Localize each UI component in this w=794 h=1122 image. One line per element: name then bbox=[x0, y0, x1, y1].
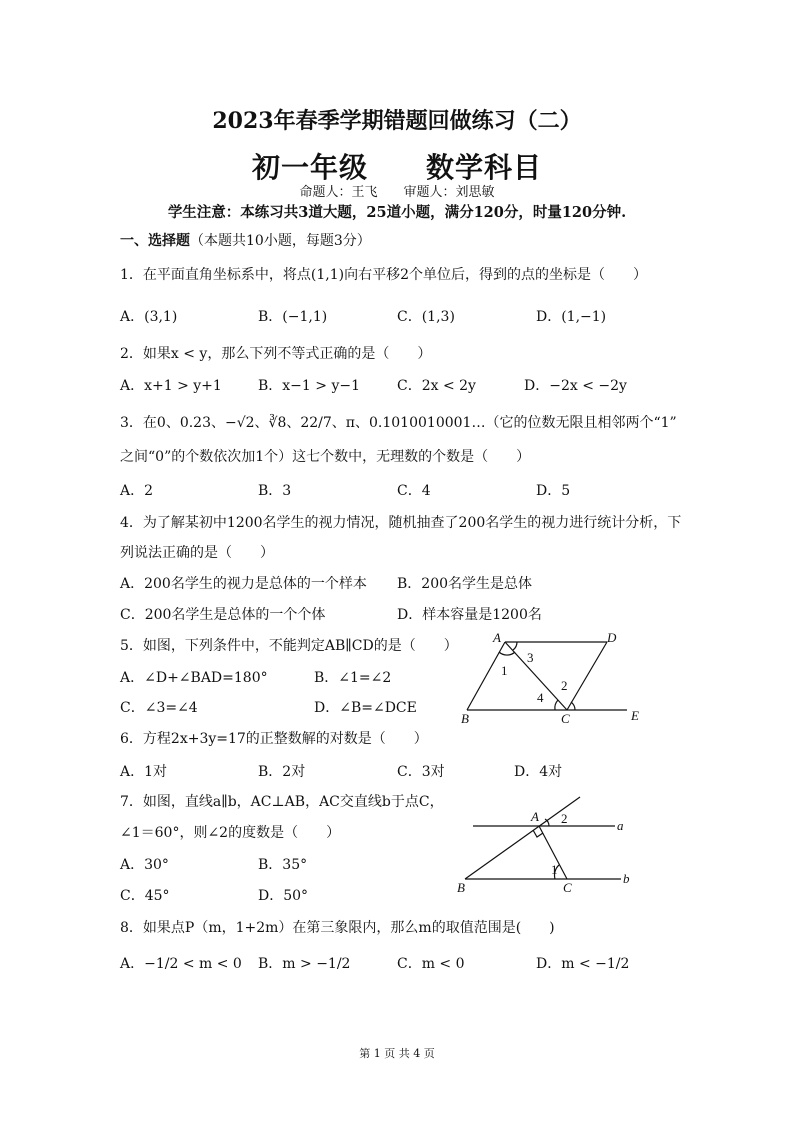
authors-line: 命题人：王飞 审题人：刘思敏 bbox=[299, 185, 495, 200]
q3-option-b: B．3 bbox=[258, 483, 292, 499]
line-ab-transversal bbox=[465, 797, 580, 879]
question-5: 5．如图，下列条件中，不能判定AB∥CD的是（ ） bbox=[120, 638, 458, 654]
q2-option-c: C．2x < 2y bbox=[397, 378, 476, 394]
fig1-label-c: C bbox=[561, 711, 570, 725]
figure-parallelogram bbox=[455, 630, 655, 725]
fig2-label-a-point: A bbox=[531, 809, 539, 824]
question-2: 2．如果x < y，那么下列不等式正确的是（ ） bbox=[120, 346, 432, 362]
q1-option-c: C．(1,3) bbox=[397, 309, 455, 325]
q2-option-b: B．x−1 > y−1 bbox=[258, 378, 360, 394]
question-7-line-2: ∠1＝60°，则∠2的度数是（ ） bbox=[120, 825, 341, 841]
fig2-label-1: 1 bbox=[551, 862, 558, 877]
q3-option-a: A．2 bbox=[120, 483, 154, 499]
page-footer: 第 1 页 共 4 页 bbox=[359, 1047, 435, 1060]
fig2-label-line-a: a bbox=[617, 818, 624, 833]
q1-option-d: D．(1,−1) bbox=[536, 309, 607, 325]
question-1: 1．在平面直角坐标系中，将点(1,1)向右平移2个单位后，得到的点的坐标是（ ） bbox=[120, 267, 648, 283]
fig1-label-b: B bbox=[461, 711, 469, 725]
question-6: 6．方程2x+3y=17的正整数解的对数是（ ） bbox=[120, 731, 428, 747]
question-4-line-1: 4．为了解某初中1200名学生的视力情况，随机抽查了200名学生的视力进行统计分析，下 bbox=[120, 515, 682, 531]
fig2-label-b-point: B bbox=[457, 880, 465, 895]
q7-option-d: D．50° bbox=[258, 888, 309, 904]
section-label: 一、选择题 bbox=[120, 233, 190, 249]
q2-option-d: D．−2x < −2y bbox=[524, 378, 627, 394]
q5-option-b: B．∠1=∠2 bbox=[314, 670, 392, 686]
question-4-line-2: 列说法正确的是（ ） bbox=[120, 545, 274, 561]
q8-option-c: C．m < 0 bbox=[397, 956, 465, 972]
fig2-label-line-b: b bbox=[623, 871, 630, 886]
q4-option-d: D．样本容量是1200名 bbox=[397, 607, 542, 623]
q6-option-d: D．4对 bbox=[514, 764, 563, 780]
q8-option-b: B．m > −1/2 bbox=[258, 956, 351, 972]
q5-option-c: C．∠3=∠4 bbox=[120, 700, 198, 716]
section-heading bbox=[120, 230, 371, 250]
angle-arc-1 bbox=[499, 652, 515, 655]
q4-option-b: B．200名学生是总体 bbox=[397, 576, 533, 592]
q8-option-d: D．m < −1/2 bbox=[536, 956, 630, 972]
angle-arc-2 bbox=[571, 702, 575, 710]
q8-option-a: A．−1/2 < m < 0 bbox=[120, 956, 242, 972]
q6-option-c: C．3对 bbox=[397, 764, 445, 780]
q7-option-b: B．35° bbox=[258, 857, 308, 873]
q4-option-a: A．200名学生的视力是总体的一个样本 bbox=[120, 576, 367, 592]
question-8: 8．如果点P（m，1+2m）在第三象限内，那么m的取值范围是( ) bbox=[120, 920, 555, 936]
q7-option-a: A．30° bbox=[120, 857, 169, 873]
q3-option-d: D．5 bbox=[536, 483, 571, 499]
angle-arc-3 bbox=[513, 642, 517, 650]
student-notice: 学生注意：本练习共3道大题，25道小题，满分120分，时量120分钟. bbox=[167, 204, 627, 221]
q1-option-a: A．(3,1) bbox=[120, 309, 178, 325]
document-title: 2023年春季学期错题回做练习（二） bbox=[212, 108, 582, 134]
question-3-line-2: 之间“0”的个数依次加1个）这七个数中，无理数的个数是（ ） bbox=[120, 449, 531, 465]
line-dc bbox=[567, 642, 607, 710]
q5-option-d: D．∠B=∠DCE bbox=[314, 700, 417, 716]
question-7-line-1: 7．如图，直线a∥b，AC⊥AB，AC交直线b于点C， bbox=[120, 794, 444, 810]
fig1-label-a: A bbox=[493, 630, 501, 645]
q7-option-c: C．45° bbox=[120, 888, 170, 904]
section-note: （本题共10小题，每题3分） bbox=[190, 233, 371, 249]
q4-option-c: C．200名学生是总体的一个个体 bbox=[120, 607, 326, 623]
fig2-label-2: 2 bbox=[561, 811, 568, 826]
q6-option-a: A．1对 bbox=[120, 764, 168, 780]
figure-parallel-lines bbox=[455, 795, 640, 897]
q3-option-c: C．4 bbox=[397, 483, 431, 499]
angle-arc-4 bbox=[555, 700, 558, 710]
q1-option-b: B．(−1,1) bbox=[258, 309, 328, 325]
fig1-label-e: E bbox=[631, 708, 639, 723]
q6-option-b: B．2对 bbox=[258, 764, 306, 780]
fig1-label-4: 4 bbox=[537, 690, 544, 705]
q5-option-a: A．∠D+∠BAD=180° bbox=[120, 670, 268, 686]
fig2-label-c: C bbox=[563, 880, 572, 895]
fig1-label-d: D bbox=[607, 630, 617, 645]
document-subtitle: 初一年级 数学科目 bbox=[251, 151, 542, 184]
fig1-label-2: 2 bbox=[561, 678, 568, 693]
q2-option-a: A．x+1 > y+1 bbox=[120, 378, 222, 394]
question-3-line-1: 3．在0、0.23、−√2、∛8、22/7、π、0.1010010001…（它的位数无限且相邻两个“1” bbox=[120, 415, 677, 431]
fig1-label-1: 1 bbox=[501, 663, 508, 678]
fig1-label-3: 3 bbox=[527, 650, 534, 665]
